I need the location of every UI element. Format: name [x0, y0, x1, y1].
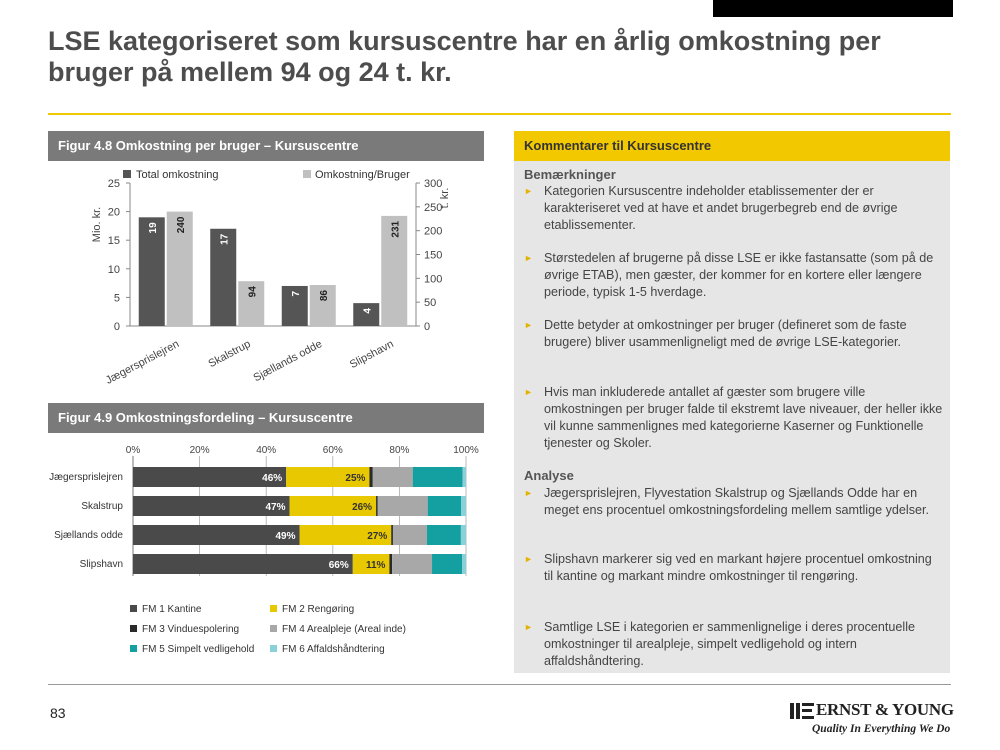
y-tick-label-right: 100: [424, 273, 443, 286]
y-tick-label: Slipshavn: [79, 559, 123, 570]
analysis-bullet: ► Slipshavn markerer sig ved en markant højere procentuel omkostning til kantine og markant mindre omkostninger til rengøring.: [524, 552, 932, 583]
title-divider: [48, 113, 951, 115]
y-axis-label-right: t. kr.: [439, 187, 451, 209]
comments-panel: [514, 161, 950, 673]
legend-label: FM 6 Affaldshåndtering: [282, 644, 385, 655]
fig49-chart: [48, 436, 488, 671]
legend-label-per-user: Omkostning/Bruger: [315, 169, 410, 181]
y-tick-label: Skalstrup: [81, 501, 123, 512]
legend-swatch-total: [123, 170, 131, 178]
segment-label: 46%: [262, 473, 283, 484]
y-tick-label-left: 5: [113, 292, 120, 305]
stacked-segment: [369, 467, 372, 487]
x-tick-label: 40%: [256, 445, 277, 456]
page-number: 83: [50, 705, 66, 721]
y-tick-label-left: 0: [113, 321, 120, 333]
stacked-segment: [413, 467, 463, 487]
remark-bullet: ► Dette betyder at omkostninger per bruger (defineret som de faste brugere) bliver usammenligneligt med de øvrige LSE-kategorier.: [524, 318, 907, 349]
segment-label: 66%: [328, 560, 349, 571]
y-tick-label-left: 10: [107, 263, 120, 276]
stacked-segment: [391, 525, 393, 545]
y-tick-label-left: 20: [107, 206, 120, 219]
y-tick-label-right: 250: [424, 201, 443, 214]
bar-label-total: 17: [219, 233, 231, 245]
y-tick-label-right: 150: [424, 249, 443, 262]
logo-wordmark: ERNST & YOUNG: [816, 700, 954, 719]
x-tick-label: Slipshavn: [347, 338, 396, 372]
footer-divider: [48, 684, 951, 685]
bar-label-per-user: 240: [175, 216, 187, 234]
fig48-header: Figur 4.8 Omkostning per bruger – Kursuscentre: [48, 131, 484, 161]
segment-label: 26%: [352, 502, 373, 513]
bullet-arrow-icon: ►: [524, 253, 533, 263]
x-tick-label: Sjællands odde: [251, 338, 325, 385]
bullet-arrow-icon: ►: [524, 387, 533, 397]
legend-swatch: [270, 645, 277, 652]
stacked-segment: [461, 525, 466, 545]
legend-swatch: [130, 605, 137, 612]
ey-logo: [790, 698, 955, 742]
legend-swatch-per-user: [303, 170, 311, 178]
y-tick-label: Sjællands odde: [54, 530, 123, 541]
segment-label: 11%: [365, 560, 386, 571]
legend-label: FM 5 Simpelt vedligehold: [142, 644, 255, 655]
stacked-segment: [463, 467, 466, 487]
legend-label: FM 1 Kantine: [142, 604, 202, 615]
x-tick-label: 60%: [322, 445, 343, 456]
legend-label-total: Total omkostning: [136, 169, 219, 181]
y-tick-label-right: 50: [424, 297, 437, 310]
bullet-arrow-icon: ►: [524, 186, 533, 196]
fig48-chart: [48, 163, 488, 393]
x-tick-label: 0%: [125, 445, 141, 456]
y-tick-label-right: 0: [424, 321, 431, 333]
remark-bullet: ► Kategorien Kursuscentre indeholder etablissementer der er karakteriseret ved at have et andet brugerbegreb end de øvrige etablissementer.: [524, 184, 898, 232]
ey-logo-icon: [790, 701, 816, 721]
x-tick-label: 100%: [453, 445, 479, 456]
legend-swatch: [270, 625, 277, 632]
bar-label-total: 4: [362, 308, 374, 314]
page-title: LSE kategoriseret som kursuscentre har en årlig omkostning per bruger på mellem 94 og 24 t. kr.: [48, 26, 881, 87]
legend-label: FM 4 Arealpleje (Areal inde): [282, 624, 406, 635]
segment-label: 47%: [265, 502, 286, 513]
x-tick-label: Jægersprislejren: [103, 338, 182, 387]
stacked-segment: [428, 496, 461, 516]
y-tick-label-right: 300: [424, 178, 443, 190]
stacked-segment: [427, 525, 461, 545]
stacked-segment: [393, 525, 427, 545]
y-axis-label-left: Mio. kr.: [91, 206, 103, 243]
remark-bullet: ► Størstedelen af brugerne på disse LSE er ikke fastansatte (som på de øvrige ETAB), men gæster, der kommer for en kortere eller længere periode, typisk 1-5 hverdage.: [524, 251, 934, 299]
section-title-analysis: Analyse: [524, 468, 574, 483]
segment-label: 27%: [367, 531, 388, 542]
legend-swatch: [130, 625, 137, 632]
y-tick-label-left: 25: [107, 178, 120, 190]
bullet-arrow-icon: ►: [524, 554, 533, 564]
bullet-arrow-icon: ►: [524, 320, 533, 330]
stacked-segment: [389, 554, 392, 574]
x-tick-label: 80%: [389, 445, 410, 456]
stacked-segment: [376, 496, 378, 516]
stacked-segment: [392, 554, 432, 574]
stacked-segment: [378, 496, 428, 516]
top-black-bar: [713, 0, 953, 17]
legend-swatch: [130, 645, 137, 652]
segment-label: 49%: [275, 531, 296, 542]
y-tick-label-right: 200: [424, 225, 443, 238]
stacked-segment: [373, 467, 413, 487]
fig49-header: Figur 4.9 Omkostningsfordeling – Kursuscentre: [48, 403, 484, 433]
bullet-arrow-icon: ►: [524, 488, 533, 498]
logo-tagline: Quality In Everything We Do: [812, 723, 951, 735]
bar-label-per-user: 86: [318, 290, 330, 302]
bar-label-per-user: 94: [247, 286, 259, 298]
analysis-bullet: ► Jægersprislejren, Flyvestation Skalstrup og Sjællands Odde har en meget ens procentuel omkostningsfordeling mellem samtlige ydelser.: [524, 486, 930, 517]
comments-header: Kommentarer til Kursuscentre: [514, 131, 950, 161]
stacked-segment: [461, 496, 466, 516]
analysis-bullet: ► Samtlige LSE i kategorien er sammenlignelige i deres procentuelle omkostninger til arealpleje, simpelt vedligehold og intern affaldshåndtering.: [524, 620, 916, 668]
segment-label: 25%: [345, 473, 366, 484]
remark-bullet: ► Hvis man inkluderede antallet af gæster som brugere ville omkostningen per bruger falde til ekstremt lave niveauer, der heller ikke vil kunne sammenlignes med kategorierne Kaserner og Funktionelle tjenester og Skoler.: [524, 385, 943, 450]
legend-label: FM 3 Vinduespolering: [142, 624, 240, 635]
bar-label-per-user: 231: [390, 220, 402, 238]
stacked-segment: [432, 554, 462, 574]
bar-label-total: 19: [147, 222, 159, 234]
section-title-remarks: Bemærkninger: [524, 167, 616, 182]
y-tick-label-left: 15: [107, 235, 120, 248]
legend-label: FM 2 Rengøring: [282, 604, 355, 615]
stacked-segment: [133, 554, 353, 574]
stacked-segment: [462, 554, 466, 574]
bullet-arrow-icon: ►: [524, 622, 533, 632]
y-tick-label: Jægersprislejren: [49, 472, 123, 483]
x-tick-label: 20%: [189, 445, 210, 456]
bar-label-total: 7: [290, 290, 302, 297]
legend-swatch: [270, 605, 277, 612]
x-tick-label: Skalstrup: [206, 338, 253, 371]
